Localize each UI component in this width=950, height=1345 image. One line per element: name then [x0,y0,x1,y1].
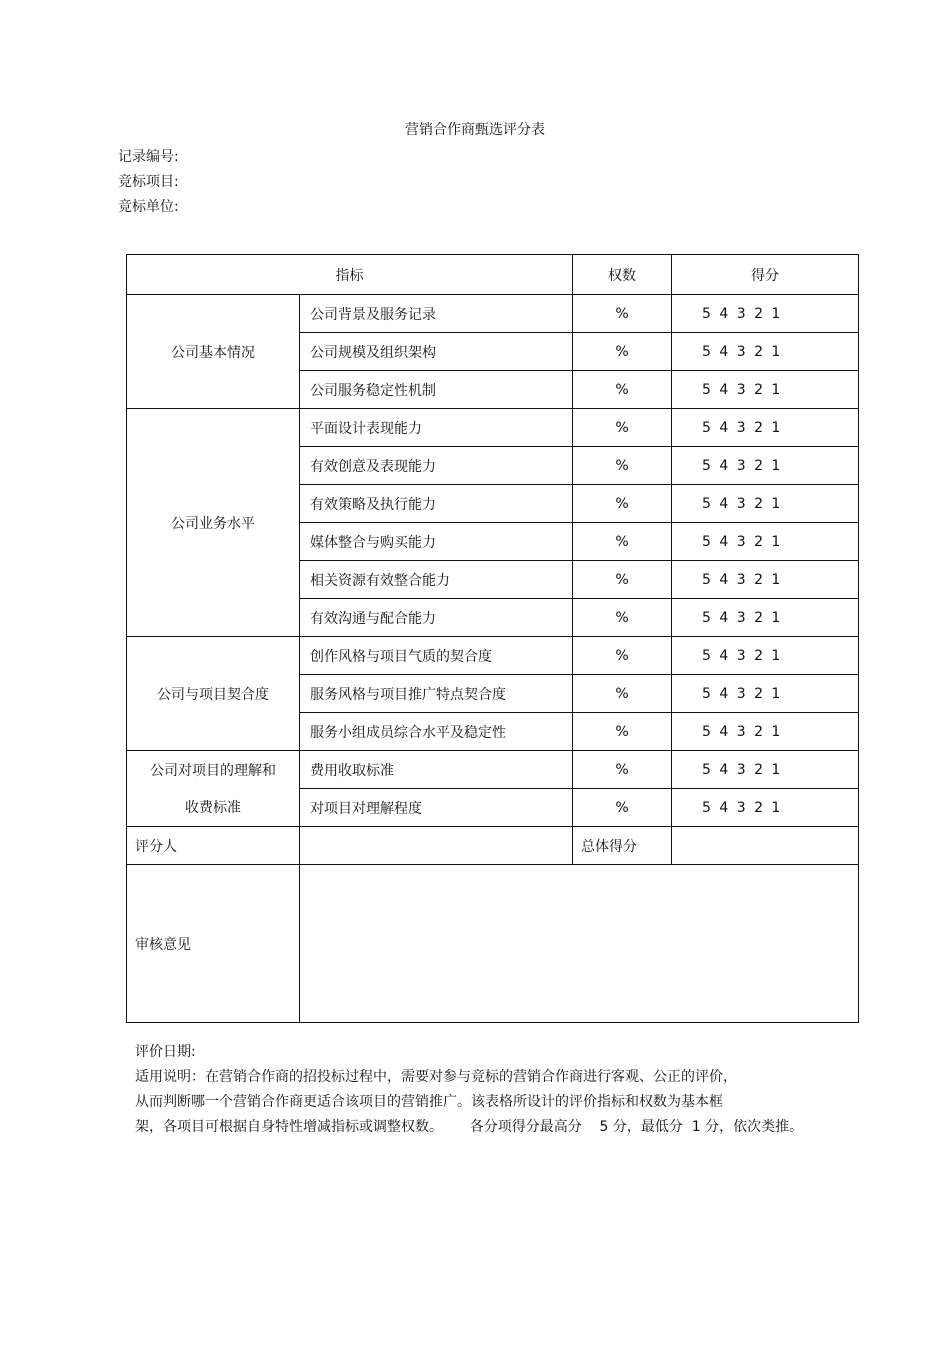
unit-label: 竞标单位: [118,199,179,215]
usage-note-line3: 架，各项目可根据自身特性增减指标或调整权数。 各分项得分最高分 5 分，最低分 1 分，依次类推。 [135,1119,804,1135]
weight-cell[interactable]: % [573,523,672,561]
indicator-cell: 公司规模及组织架构 [300,333,573,371]
table-header-row [127,255,859,295]
group-label: 公司与项目契合度 [127,637,300,751]
indicator-cell: 服务小组成员综合水平及稳定性 [300,713,573,751]
indicator-cell: 费用收取标准 [300,751,573,789]
weight-cell[interactable]: % [573,409,672,447]
weight-cell[interactable]: % [573,789,672,827]
score-scale[interactable]: 5 4 3 2 1 [672,789,859,827]
score-scale[interactable]: 5 4 3 2 1 [672,485,859,523]
indicator-cell: 创作风格与项目气质的契合度 [300,637,573,675]
indicator-cell: 有效沟通与配合能力 [300,599,573,637]
group-label-line1: 公司对项目的理解和 [127,751,300,789]
score-scale[interactable]: 5 4 3 2 1 [672,637,859,675]
evaluation-table [126,254,859,1023]
indicator-cell: 公司服务稳定性机制 [300,371,573,409]
table-row [127,409,859,447]
indicator-cell: 相关资源有效整合能力 [300,561,573,599]
reviewer-row [127,827,859,865]
group-label-line2: 收费标准 [127,789,300,827]
header-weight: 权数 [573,255,672,295]
header-indicator: 指标 [127,255,573,295]
table-row [127,751,859,789]
indicator-cell: 平面设计表现能力 [300,409,573,447]
indicator-cell: 媒体整合与购买能力 [300,523,573,561]
table-row [127,637,859,675]
weight-cell[interactable]: % [573,637,672,675]
indicator-cell: 有效创意及表现能力 [300,447,573,485]
opinion-input[interactable] [300,865,859,1023]
opinion-row [127,865,859,1023]
total-score-input[interactable] [672,827,859,865]
score-scale[interactable]: 5 4 3 2 1 [672,409,859,447]
weight-cell[interactable]: % [573,485,672,523]
group-label: 公司业务水平 [127,409,300,637]
group-label: 公司基本情况 [127,295,300,409]
opinion-label: 审核意见 [127,865,300,1023]
project-label: 竞标项目: [118,174,179,190]
score-scale[interactable]: 5 4 3 2 1 [672,523,859,561]
weight-cell[interactable]: % [573,713,672,751]
weight-cell[interactable]: % [573,599,672,637]
header-score: 得分 [672,255,859,295]
score-scale[interactable]: 5 4 3 2 1 [672,295,859,333]
reviewer-label: 评分人 [127,827,300,865]
weight-cell[interactable]: % [573,751,672,789]
reviewer-input[interactable] [300,827,573,865]
page-title: 营销合作商甄选评分表 [405,122,545,138]
weight-cell[interactable]: % [573,675,672,713]
weight-cell[interactable]: % [573,295,672,333]
weight-cell[interactable]: % [573,447,672,485]
record-number-label: 记录编号: [118,149,179,165]
indicator-cell: 服务风格与项目推广特点契合度 [300,675,573,713]
score-scale[interactable]: 5 4 3 2 1 [672,447,859,485]
indicator-cell: 对项目对理解程度 [300,789,573,827]
score-scale[interactable]: 5 4 3 2 1 [672,713,859,751]
score-scale[interactable]: 5 4 3 2 1 [672,561,859,599]
usage-note-line1: 适用说明：在营销合作商的招投标过程中，需要对参与竞标的营销合作商进行客观、公正的评价， [135,1069,737,1085]
table-row [127,295,859,333]
score-scale[interactable]: 5 4 3 2 1 [672,333,859,371]
indicator-cell: 公司背景及服务记录 [300,295,573,333]
usage-note-line2: 从而判断哪一个营销合作商更适合该项目的营销推广。该表格所设计的评价指标和权数为基本框 [135,1094,723,1110]
score-scale[interactable]: 5 4 3 2 1 [672,371,859,409]
score-scale[interactable]: 5 4 3 2 1 [672,675,859,713]
weight-cell[interactable]: % [573,371,672,409]
score-scale[interactable]: 5 4 3 2 1 [672,599,859,637]
score-scale[interactable]: 5 4 3 2 1 [672,751,859,789]
table-row [127,789,859,827]
indicator-cell: 有效策略及执行能力 [300,485,573,523]
weight-cell[interactable]: % [573,333,672,371]
evaluation-date-label: 评价日期: [135,1044,196,1060]
weight-cell[interactable]: % [573,561,672,599]
total-score-label: 总体得分 [573,827,672,865]
